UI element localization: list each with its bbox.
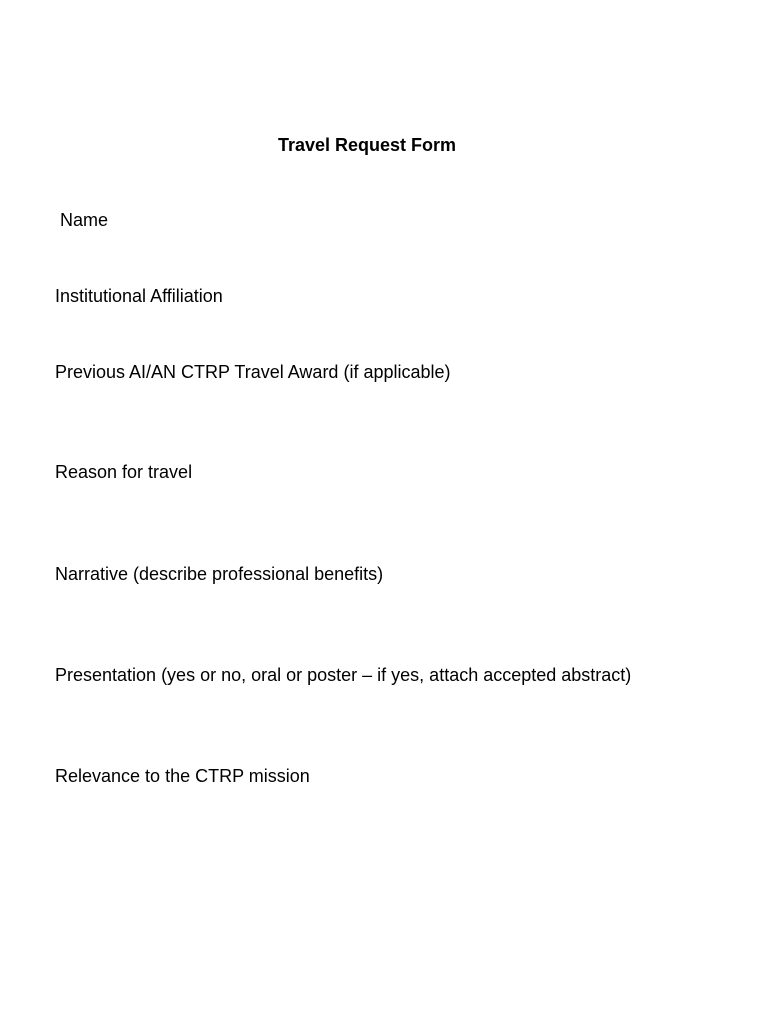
field-label-previous-travel-award: Previous AI/AN CTRP Travel Award (if applicable) [55, 362, 451, 382]
form-title: Travel Request Form [277, 135, 457, 155]
field-label-reason-for-travel: Reason for travel [55, 462, 193, 482]
field-label-narrative: Narrative (describe professional benefits) [55, 564, 384, 584]
field-label-relevance: Relevance to the CTRP mission [55, 766, 310, 786]
field-label-institutional-affiliation: Institutional Affiliation [55, 286, 223, 306]
field-label-presentation: Presentation (yes or no, oral or poster – if yes, attach accepted abstract) [55, 665, 632, 685]
field-label-name: Name [60, 210, 109, 230]
